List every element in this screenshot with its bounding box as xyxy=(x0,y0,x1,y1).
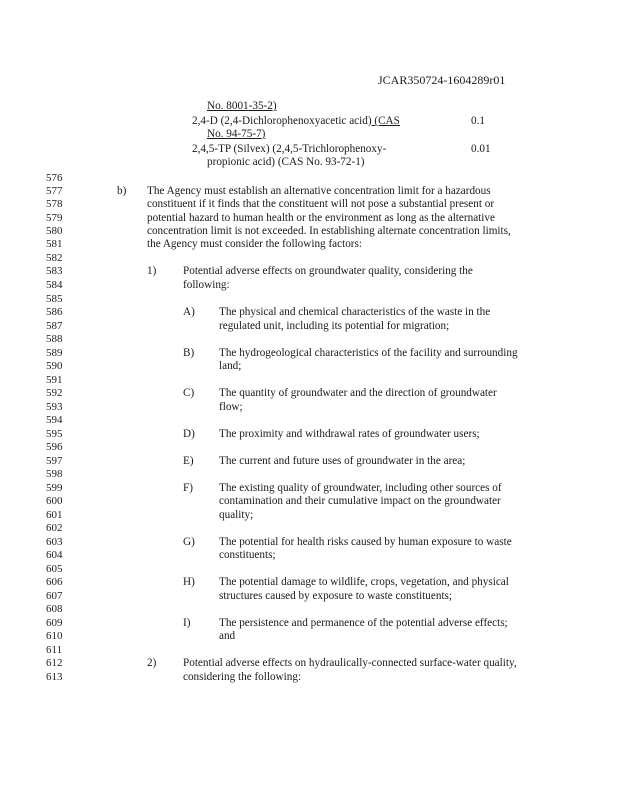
item-line: Potential adverse effects on hydraulically-connected surface-water quality, xyxy=(183,657,517,669)
line-number: 580 xyxy=(46,225,63,237)
line-number: 600 xyxy=(46,495,63,507)
sub-item-line: structures caused by exposure to waste constituents; xyxy=(219,590,453,602)
table-row-24d-name: 2,4-D (2,4-Dichlorophenoxyacetic acid) (CAS xyxy=(192,115,400,127)
line-number: 588 xyxy=(46,333,63,345)
line-number: 609 xyxy=(46,617,63,629)
line-number: 601 xyxy=(46,509,63,521)
line-number: 583 xyxy=(46,265,63,277)
line-number: 589 xyxy=(46,347,63,359)
sub-item-line: land; xyxy=(219,360,242,372)
line-number: 610 xyxy=(46,630,63,642)
line-number: 608 xyxy=(46,603,63,615)
table-row-silvex-value: 0.01 xyxy=(471,143,491,155)
line-number: 586 xyxy=(46,306,63,318)
line-number: 596 xyxy=(46,441,63,453)
item-label: 2) xyxy=(147,657,157,669)
line-number: 584 xyxy=(46,279,63,291)
paragraph-line: the Agency must consider the following factors: xyxy=(147,238,362,250)
line-number: 613 xyxy=(46,671,63,683)
line-number: 582 xyxy=(46,252,63,264)
table-row-24d-value: 0.1 xyxy=(471,115,485,127)
line-number: 603 xyxy=(46,536,63,548)
sub-item-label: B) xyxy=(183,347,195,359)
item-label: 1) xyxy=(147,265,157,277)
line-number: 598 xyxy=(46,468,63,480)
line-number: 591 xyxy=(46,374,63,386)
sub-item-line: contamination and their cumulative impact on the groundwater xyxy=(219,495,501,507)
line-number: 604 xyxy=(46,549,63,561)
line-number: 577 xyxy=(46,185,63,197)
line-number: 585 xyxy=(46,293,63,305)
document-id: JCAR350724-1604289r01 xyxy=(378,73,506,87)
sub-item-line: The physical and chemical characteristics of the waste in the xyxy=(219,306,491,318)
sub-item-line: constituents; xyxy=(219,549,276,561)
sub-item-label: C) xyxy=(183,387,195,399)
line-number: 587 xyxy=(46,320,63,332)
table-row-cas-cont: No. 8001-35-2) xyxy=(207,100,277,112)
line-number: 602 xyxy=(46,522,63,534)
line-number: 599 xyxy=(46,482,63,494)
table-row-24d-cas: No. 94-75-7) xyxy=(207,128,266,140)
sub-item-line: The hydrogeological characteristics of the facility and surrounding xyxy=(219,347,518,359)
line-number: 612 xyxy=(46,657,63,669)
line-number: 579 xyxy=(46,212,63,224)
line-number: 581 xyxy=(46,238,63,250)
line-number: 576 xyxy=(46,172,63,184)
paragraph-label: b) xyxy=(117,185,127,197)
line-number: 592 xyxy=(46,387,63,399)
sub-item-line: regulated unit, including its potential for migration; xyxy=(219,320,450,332)
sub-item-line: flow; xyxy=(219,401,243,413)
sub-item-line: The current and future uses of groundwater in the area; xyxy=(219,455,466,467)
item-line: Potential adverse effects on groundwater quality, considering the xyxy=(183,265,473,277)
sub-item-label: H) xyxy=(183,576,195,588)
sub-item-label: A) xyxy=(183,306,195,318)
line-number: 607 xyxy=(46,590,63,602)
line-number: 605 xyxy=(46,563,63,575)
sub-item-line: The persistence and permanence of the potential adverse effects; xyxy=(219,617,508,629)
paragraph-line: potential hazard to human health or the environment as long as the alternative xyxy=(147,212,495,224)
table-row-silvex-cas: propionic acid) (CAS No. 93-72-1) xyxy=(207,156,365,168)
item-line: following: xyxy=(183,279,230,291)
sub-item-label: F) xyxy=(183,482,193,494)
table-row-silvex-name: 2,4,5-TP (Silvex) (2,4,5-Trichlorophenoxy- xyxy=(192,143,387,155)
sub-item-label: I) xyxy=(183,617,191,629)
sub-item-line: quality; xyxy=(219,509,254,521)
sub-item-line: and xyxy=(219,630,236,642)
sub-item-line: The potential damage to wildlife, crops, vegetation, and physical xyxy=(219,576,509,588)
line-number: 593 xyxy=(46,401,63,413)
line-number: 611 xyxy=(46,644,63,656)
sub-item-line: The potential for health risks caused by human exposure to waste xyxy=(219,536,512,548)
item-line: considering the following: xyxy=(183,671,302,683)
line-number: 590 xyxy=(46,360,63,372)
line-number: 595 xyxy=(46,428,63,440)
line-number: 597 xyxy=(46,455,63,467)
line-number: 594 xyxy=(46,414,63,426)
sub-item-line: The proximity and withdrawal rates of groundwater users; xyxy=(219,428,480,440)
sub-item-label: G) xyxy=(183,536,195,548)
line-number: 578 xyxy=(46,198,63,210)
sub-item-label: D) xyxy=(183,428,195,440)
sub-item-label: E) xyxy=(183,455,194,467)
sub-item-line: The quantity of groundwater and the direction of groundwater xyxy=(219,387,497,399)
paragraph-line: concentration limit is not exceeded. In establishing alternate concentration limits, xyxy=(147,225,511,237)
paragraph-line: The Agency must establish an alternative concentration limit for a hazardous xyxy=(147,185,491,197)
sub-item-line: The existing quality of groundwater, including other sources of xyxy=(219,482,502,494)
paragraph-line: constituent if it finds that the constituent will not pose a substantial present or xyxy=(147,198,495,210)
line-number: 606 xyxy=(46,576,63,588)
